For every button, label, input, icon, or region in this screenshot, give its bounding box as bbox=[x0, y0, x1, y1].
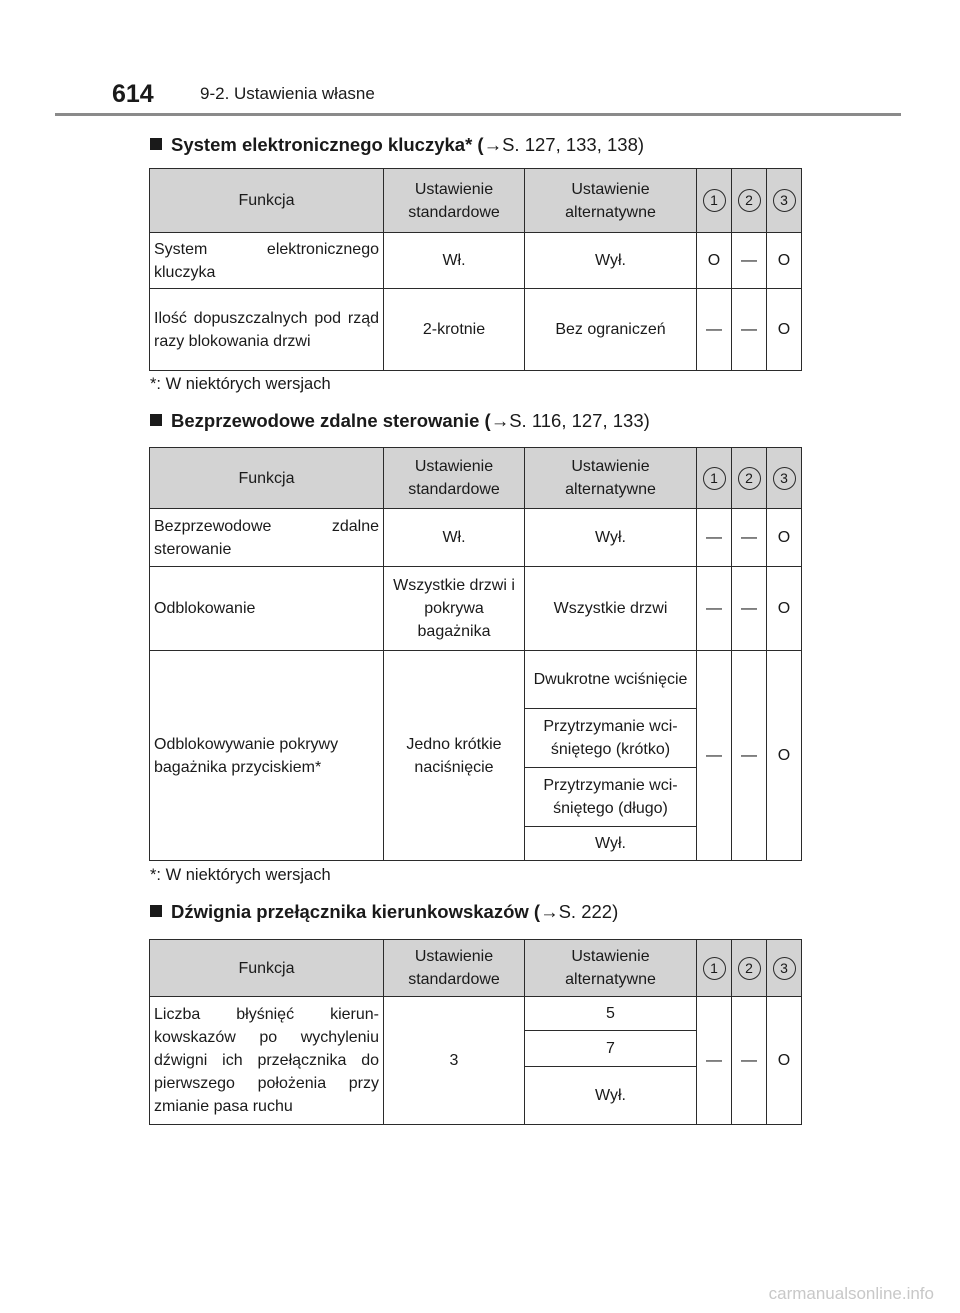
col-header-2 bbox=[732, 169, 767, 233]
cell-mark-2: — bbox=[732, 567, 767, 651]
page-header bbox=[0, 0, 960, 118]
cell-standard: 2-krotnie bbox=[384, 289, 525, 371]
cell-funkcja: Bezprzewodowe zdalne sterowanie bbox=[150, 509, 384, 567]
col-header-alt: Ustawienie alternatywne bbox=[525, 448, 697, 509]
bullet-square-icon bbox=[150, 414, 162, 426]
footnote-2: *: W niektórych wersjach bbox=[150, 866, 331, 884]
cell-alt: Dwukrotne wciśnięcie bbox=[525, 651, 697, 709]
cell-mark-1: — bbox=[697, 509, 732, 567]
number-2-icon: 2 bbox=[738, 189, 761, 212]
section-title-2: Bezprzewodowe zdalne sterowanie (→S. 116, 127, 133) bbox=[150, 410, 650, 432]
cell-funkcja: Odblokowywanie pokrywy bagażnika przyciskiem* bbox=[150, 651, 384, 861]
cell-mark-2: — bbox=[732, 289, 767, 371]
bullet-square-icon bbox=[150, 905, 162, 917]
cell-alt: Wszystkie drzwi bbox=[525, 567, 697, 651]
cell-mark-1: — bbox=[697, 289, 732, 371]
col-header-alt: Ustawienie alternatywne bbox=[525, 940, 697, 997]
cell-standard: 3 bbox=[384, 997, 525, 1125]
cell-funkcja: Odblokowanie bbox=[150, 567, 384, 651]
settings-table-3 bbox=[149, 939, 802, 1125]
cell-standard: Jedno krótkie naciśnięcie bbox=[384, 651, 525, 861]
table-row bbox=[150, 651, 802, 709]
number-1-icon: 1 bbox=[703, 189, 726, 212]
cell-standard: Wł. bbox=[384, 233, 525, 289]
col-header-standard: Ustawienie standardowe bbox=[384, 169, 525, 233]
col-header-funkcja: Funkcja bbox=[150, 448, 384, 509]
table-row bbox=[150, 567, 802, 651]
table-row bbox=[150, 233, 802, 289]
cell-mark-2: — bbox=[732, 997, 767, 1125]
section-title-3: Dźwignia przełącznika kierunkowskazów (→S. 222) bbox=[150, 901, 618, 923]
cell-alt: 7 bbox=[525, 1031, 697, 1067]
col-header-3 bbox=[767, 940, 802, 997]
cell-alt: Wył. bbox=[525, 1067, 697, 1125]
cell-mark-1: O bbox=[697, 233, 732, 289]
cell-mark-3: O bbox=[767, 651, 802, 861]
table-row bbox=[150, 509, 802, 567]
col-header-1 bbox=[697, 169, 732, 233]
cell-alt: Wył. bbox=[525, 509, 697, 567]
header-rule bbox=[55, 113, 901, 116]
col-header-funkcja: Funkcja bbox=[150, 169, 384, 233]
cell-alt: Przytrzymanie wci-śniętego (długo) bbox=[525, 768, 697, 827]
col-header-1 bbox=[697, 448, 732, 509]
cell-mark-3: O bbox=[767, 233, 802, 289]
cell-mark-2: — bbox=[732, 651, 767, 861]
table-header-row bbox=[150, 169, 802, 233]
cell-alt: Wył. bbox=[525, 233, 697, 289]
cell-mark-1: — bbox=[697, 567, 732, 651]
cell-mark-3: O bbox=[767, 509, 802, 567]
cell-alt: Przytrzymanie wci-śniętego (krótko) bbox=[525, 709, 697, 768]
table-row bbox=[150, 997, 802, 1031]
number-1-icon: 1 bbox=[703, 957, 726, 980]
number-3-icon: 3 bbox=[773, 957, 796, 980]
cell-alt: Wył. bbox=[525, 827, 697, 861]
cell-mark-1: — bbox=[697, 997, 732, 1125]
col-header-standard: Ustawienie standardowe bbox=[384, 448, 525, 509]
page-number: 614 bbox=[112, 80, 154, 108]
watermark-footer: carmanualsonline.info bbox=[768, 1284, 934, 1303]
footnote-1: *: W niektórych wersjach bbox=[150, 375, 331, 393]
number-2-icon: 2 bbox=[738, 467, 761, 490]
col-header-2 bbox=[732, 448, 767, 509]
cell-mark-1: — bbox=[697, 651, 732, 861]
col-header-3 bbox=[767, 448, 802, 509]
number-2-icon: 2 bbox=[738, 957, 761, 980]
number-1-icon: 1 bbox=[703, 467, 726, 490]
cell-standard: Wszystkie drzwi i pokrywa bagażnika bbox=[384, 567, 525, 651]
number-3-icon: 3 bbox=[773, 467, 796, 490]
cell-alt: 5 bbox=[525, 997, 697, 1031]
chapter-title: 9-2. Ustawienia własne bbox=[200, 84, 375, 103]
col-header-alt: Ustawienie alternatywne bbox=[525, 169, 697, 233]
col-header-2 bbox=[732, 940, 767, 997]
col-header-3 bbox=[767, 169, 802, 233]
cell-mark-2: — bbox=[732, 233, 767, 289]
table-row bbox=[150, 289, 802, 371]
cell-mark-3: O bbox=[767, 289, 802, 371]
col-header-1 bbox=[697, 940, 732, 997]
settings-table-1 bbox=[149, 168, 802, 371]
section-title-1: System elektronicznego kluczyka* (→S. 127, 133, 138) bbox=[150, 134, 644, 156]
cell-funkcja: Liczba błyśnięć kierun-kowskazów po wychyleniu dźwigni ich przełącznika do pierwszego położenia przy zmianie pasa ruchu bbox=[150, 997, 384, 1125]
cell-funkcja: System elektronicznego kluczyka bbox=[150, 233, 384, 289]
table-header-row bbox=[150, 940, 802, 997]
cell-mark-3: O bbox=[767, 567, 802, 651]
col-header-standard: Ustawienie standardowe bbox=[384, 940, 525, 997]
settings-table-2 bbox=[149, 447, 802, 861]
cell-funkcja: Ilość dopuszczalnych pod rząd razy blokowania drzwi bbox=[150, 289, 384, 371]
cell-mark-3: O bbox=[767, 997, 802, 1125]
col-header-funkcja: Funkcja bbox=[150, 940, 384, 997]
cell-standard: Wł. bbox=[384, 509, 525, 567]
bullet-square-icon bbox=[150, 138, 162, 150]
cell-mark-2: — bbox=[732, 509, 767, 567]
number-3-icon: 3 bbox=[773, 189, 796, 212]
table-header-row bbox=[150, 448, 802, 509]
cell-alt: Bez ograniczeń bbox=[525, 289, 697, 371]
